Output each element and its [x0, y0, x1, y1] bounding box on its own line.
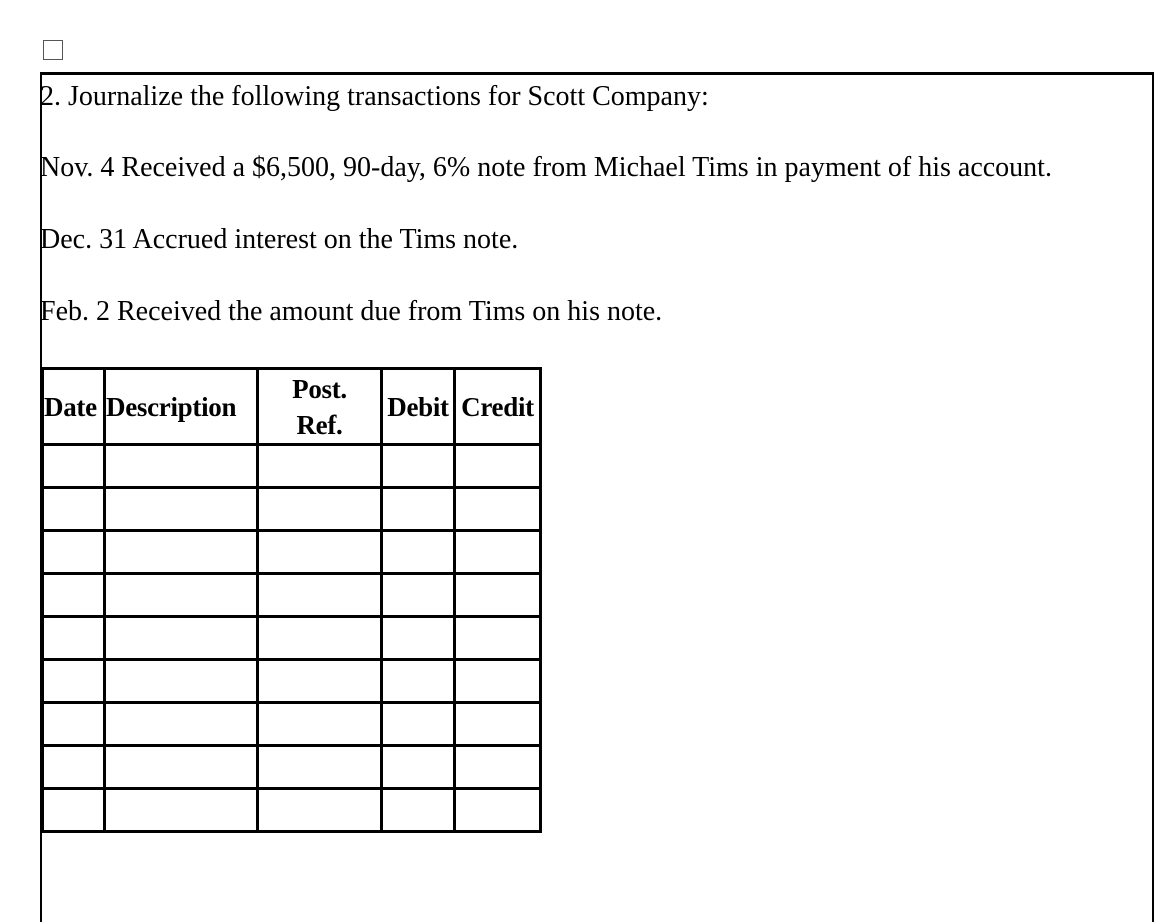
- journal-row: [43, 703, 541, 746]
- date-cell[interactable]: [43, 531, 105, 574]
- question-prompt: 2. Journalize the following transactions for Scott Company:: [40, 81, 709, 112]
- post-ref-cell[interactable]: [258, 703, 382, 746]
- journal-row: [43, 531, 541, 574]
- description-cell[interactable]: [105, 617, 258, 660]
- journal-entry-table: [41, 367, 542, 833]
- post-ref-line1: Post.: [292, 373, 347, 404]
- post-ref-cell[interactable]: [258, 617, 382, 660]
- journal-row: [43, 746, 541, 789]
- date-cell[interactable]: [43, 746, 105, 789]
- debit-cell[interactable]: [382, 488, 455, 531]
- select-checkbox[interactable]: [43, 40, 63, 60]
- description-cell[interactable]: [105, 531, 258, 574]
- credit-cell[interactable]: [455, 488, 541, 531]
- credit-cell[interactable]: [455, 746, 541, 789]
- journal-row: [43, 574, 541, 617]
- post-ref-cell[interactable]: [258, 660, 382, 703]
- post-ref-line2: Ref.: [296, 409, 343, 440]
- date-cell[interactable]: [43, 660, 105, 703]
- post-ref-cell[interactable]: [258, 789, 382, 832]
- debit-cell[interactable]: [382, 617, 455, 660]
- date-cell[interactable]: [43, 703, 105, 746]
- credit-cell[interactable]: [455, 531, 541, 574]
- description-cell[interactable]: [105, 574, 258, 617]
- debit-cell[interactable]: [382, 445, 455, 488]
- post-ref-cell[interactable]: [258, 445, 382, 488]
- debit-cell[interactable]: [382, 531, 455, 574]
- credit-cell[interactable]: [455, 703, 541, 746]
- description-cell[interactable]: [105, 703, 258, 746]
- credit-cell[interactable]: [455, 660, 541, 703]
- description-cell[interactable]: [105, 488, 258, 531]
- debit-cell[interactable]: [382, 660, 455, 703]
- transaction-nov-4: Nov. 4 Received a $6,500, 90-day, 6% note from Michael Tims in payment of his account.: [40, 152, 1052, 183]
- journal-row: [43, 789, 541, 832]
- post-ref-cell[interactable]: [258, 488, 382, 531]
- description-cell[interactable]: [105, 789, 258, 832]
- post-ref-cell[interactable]: [258, 574, 382, 617]
- debit-cell[interactable]: [382, 574, 455, 617]
- post-ref-column-header: [258, 369, 382, 445]
- post-ref-cell[interactable]: [258, 746, 382, 789]
- date-column-header: Date: [43, 369, 105, 445]
- credit-cell[interactable]: [455, 617, 541, 660]
- debit-cell[interactable]: [382, 789, 455, 832]
- description-column-header: Description: [105, 369, 258, 445]
- post-ref-cell[interactable]: [258, 531, 382, 574]
- debit-cell[interactable]: [382, 703, 455, 746]
- transaction-feb-2: Feb. 2 Received the amount due from Tims on his note.: [40, 296, 663, 327]
- transaction-dec-31: Dec. 31 Accrued interest on the Tims note.: [40, 224, 519, 255]
- debit-column-header: Debit: [382, 369, 455, 445]
- date-cell[interactable]: [43, 574, 105, 617]
- debit-cell[interactable]: [382, 746, 455, 789]
- credit-cell[interactable]: [455, 574, 541, 617]
- date-cell[interactable]: [43, 789, 105, 832]
- credit-cell[interactable]: [455, 789, 541, 832]
- journal-row: [43, 660, 541, 703]
- journal-row: [43, 488, 541, 531]
- description-cell[interactable]: [105, 746, 258, 789]
- description-cell[interactable]: [105, 445, 258, 488]
- credit-column-header: Credit: [455, 369, 541, 445]
- journal-header-row: [43, 369, 541, 445]
- date-cell[interactable]: [43, 488, 105, 531]
- description-cell[interactable]: [105, 660, 258, 703]
- date-cell[interactable]: [43, 445, 105, 488]
- journal-row: [43, 445, 541, 488]
- date-cell[interactable]: [43, 617, 105, 660]
- credit-cell[interactable]: [455, 445, 541, 488]
- journal-row: [43, 617, 541, 660]
